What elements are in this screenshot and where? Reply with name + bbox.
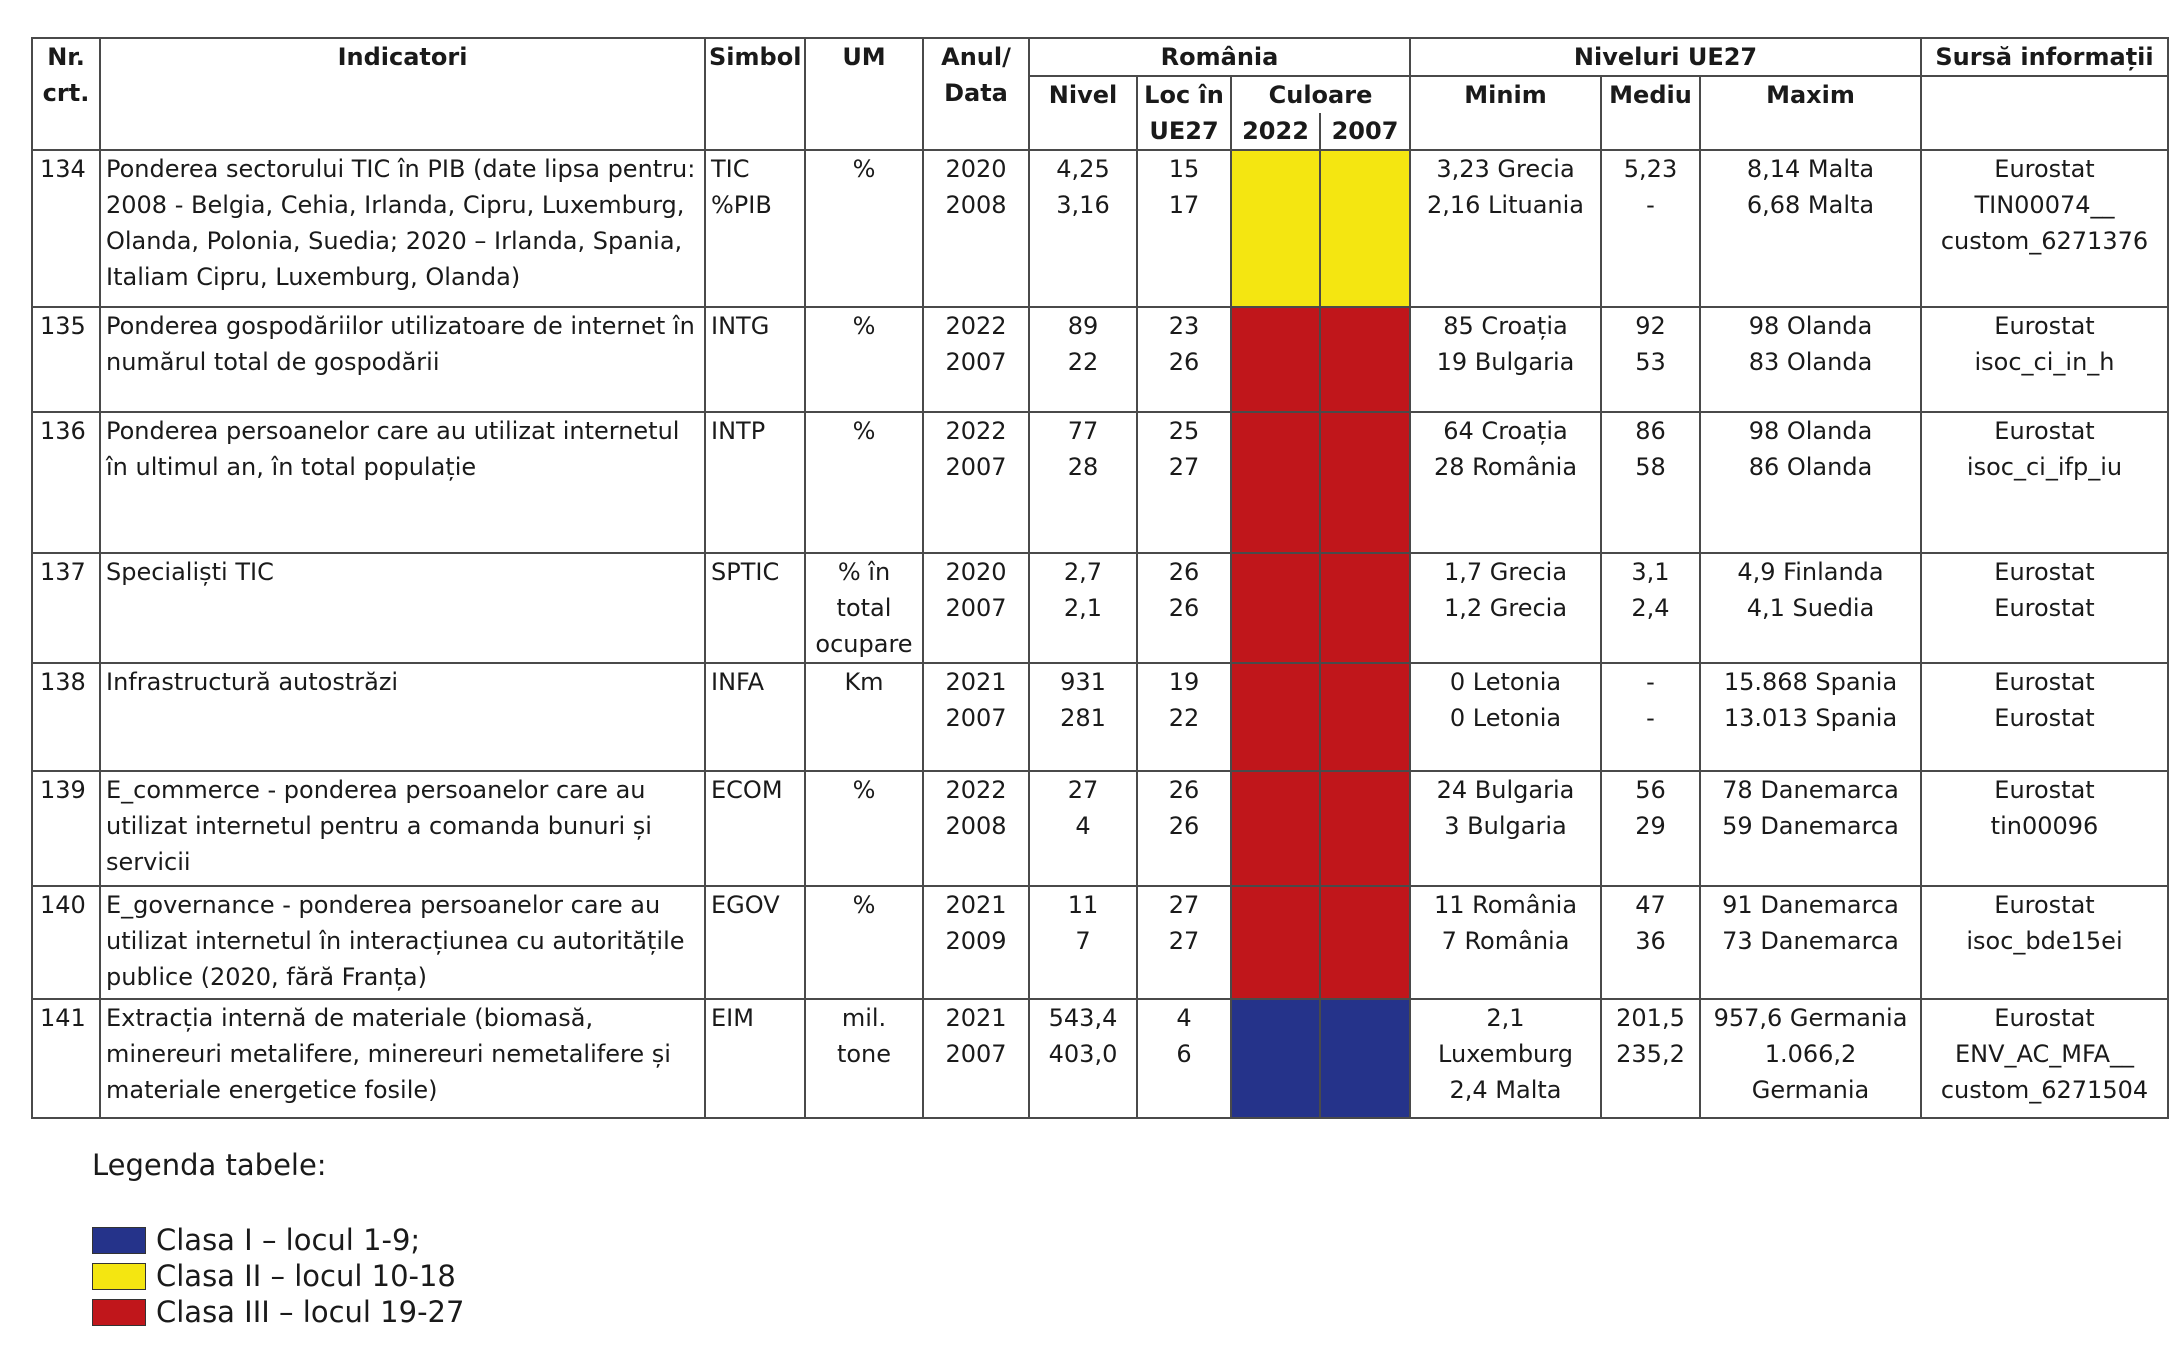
average-cell — [1601, 886, 1700, 999]
year-cell-line: 2021 — [945, 891, 1007, 919]
color-class-cell — [1231, 886, 1320, 999]
rank-cell-line: 27 — [1168, 453, 1200, 481]
table-row — [32, 886, 2168, 999]
average-cell-line: - — [1646, 668, 1655, 696]
header-loc: Loc în UE27 — [1137, 76, 1231, 150]
level-cell-line: 22 — [1067, 348, 1099, 376]
average-cell-line: 92 — [1635, 312, 1666, 340]
level-cell-line: 403,0 — [1048, 1040, 1118, 1068]
source-cell-line: Eurostat — [1994, 1004, 2095, 1032]
year-cell-line: 2022 — [945, 776, 1007, 804]
symbol-cell-line: %PIB — [711, 191, 772, 219]
minimum-cell — [1410, 412, 1601, 553]
level-cell — [1029, 553, 1137, 663]
symbol-cell-line: INTP — [711, 417, 766, 445]
unit-cell — [805, 886, 923, 999]
source-cell — [1921, 150, 2168, 307]
indicator-name: Infrastructură autostrăzi — [100, 663, 705, 771]
year-cell-line: 2007 — [945, 453, 1007, 481]
unit-cell-line: mil. tone — [836, 1004, 892, 1068]
year-cell-line: 2022 — [945, 417, 1007, 445]
level-cell-line: 7 — [1075, 927, 1091, 955]
table-row — [32, 771, 2168, 886]
unit-cell-line: % — [852, 776, 876, 804]
unit-cell-line: % în — [837, 558, 891, 586]
row-number: 140 — [32, 886, 100, 999]
minimum-cell-line: 1,2 Grecia — [1443, 594, 1568, 622]
source-cell — [1921, 553, 2168, 663]
color-class-cell — [1320, 553, 1410, 663]
unit-cell — [805, 307, 923, 412]
row-number: 135 — [32, 307, 100, 412]
rank-cell-line: 26 — [1168, 348, 1200, 376]
year-cell — [923, 886, 1029, 999]
source-cell — [1921, 412, 2168, 553]
legend-swatch-class-iii — [92, 1299, 146, 1326]
minimum-cell — [1410, 307, 1601, 412]
maximum-cell-line: 4,1 Suedia — [1746, 594, 1875, 622]
source-cell — [1921, 307, 2168, 412]
rank-cell-line: 22 — [1168, 704, 1200, 732]
average-cell-line: 58 — [1635, 453, 1666, 481]
average-cell-line: 53 — [1635, 348, 1666, 376]
rank-cell-line: 27 — [1168, 927, 1200, 955]
unit-cell-line: total — [836, 594, 892, 622]
level-cell — [1029, 150, 1137, 307]
unit-cell — [805, 771, 923, 886]
color-class-cell — [1231, 553, 1320, 663]
header-um: UM — [805, 38, 923, 150]
average-cell-line: 47 — [1635, 891, 1666, 919]
minimum-cell — [1410, 553, 1601, 663]
level-cell-line: 89 — [1067, 312, 1099, 340]
level-cell — [1029, 999, 1137, 1118]
minimum-cell-line: 3 Bulgaria — [1444, 812, 1567, 840]
maximum-cell-line: 83 Olanda — [1748, 348, 1873, 376]
rank-cell-line: 4 — [1176, 1004, 1192, 1032]
maximum-cell — [1700, 999, 1921, 1118]
rank-cell — [1137, 771, 1231, 886]
year-cell-line: 2007 — [945, 594, 1007, 622]
level-cell — [1029, 663, 1137, 771]
maximum-cell-line: 4,9 Finlanda — [1737, 558, 1884, 586]
year-cell — [923, 663, 1029, 771]
source-cell-line: isoc_ci_ifp_iu — [1966, 453, 2123, 481]
source-cell-line: tin00096 — [1990, 812, 2099, 840]
header-nivel: Nivel — [1029, 76, 1137, 150]
table-row — [32, 412, 2168, 553]
header-indicatori: Indicatori — [100, 38, 705, 150]
table-row — [32, 999, 2168, 1118]
source-cell-line: Eurostat — [1994, 558, 2095, 586]
header-sursa: Sursă informații — [1921, 38, 2168, 76]
header-simbol: Simbol — [705, 38, 805, 150]
level-cell-line: 27 — [1067, 776, 1099, 804]
rank-cell — [1137, 307, 1231, 412]
average-cell — [1601, 412, 1700, 553]
table-body — [32, 150, 2168, 1118]
year-cell-line: 2007 — [945, 348, 1007, 376]
source-cell-line: custom_6271376 — [1940, 227, 2149, 255]
average-cell-line: 86 — [1635, 417, 1666, 445]
minimum-cell-line: 28 România — [1433, 453, 1578, 481]
symbol-cell-line: EIM — [711, 1004, 754, 1032]
minimum-cell-line: 0 Letonia — [1449, 668, 1562, 696]
year-cell-line: 2021 — [945, 1004, 1007, 1032]
rank-cell-line: 26 — [1168, 558, 1200, 586]
average-cell — [1601, 307, 1700, 412]
minimum-cell-line: 3,23 Grecia — [1436, 155, 1575, 183]
maximum-cell — [1700, 771, 1921, 886]
maximum-cell — [1700, 307, 1921, 412]
row-number: 134 — [32, 150, 100, 307]
color-class-cell — [1320, 771, 1410, 886]
level-cell — [1029, 886, 1137, 999]
indicator-name: Ponderea persoanelor care au utilizat internetul în ultimul an, în total populație — [100, 412, 705, 553]
indicator-name: E_commerce - ponderea persoanelor care au utilizat internetul pentru a comanda bunuri și servicii — [100, 771, 705, 886]
symbol-cell — [705, 553, 805, 663]
header-romania: România — [1029, 38, 1410, 76]
symbol-cell — [705, 771, 805, 886]
minimum-cell — [1410, 663, 1601, 771]
source-cell-line: Eurostat — [1994, 704, 2095, 732]
header-sursa-empty — [1921, 76, 2168, 150]
source-cell-line: Eurostat — [1994, 594, 2095, 622]
symbol-cell-line: INTG — [711, 312, 770, 340]
table-row — [32, 150, 2168, 307]
rank-cell-line: 27 — [1168, 891, 1200, 919]
maximum-cell-line: 78 Danemarca — [1722, 776, 1899, 804]
year-cell — [923, 307, 1029, 412]
color-class-cell — [1320, 150, 1410, 307]
unit-cell — [805, 663, 923, 771]
minimum-cell-line: 2,4 Malta — [1449, 1076, 1562, 1104]
symbol-cell-line: SPTIC — [711, 558, 780, 586]
legend-swatch-class-ii — [92, 1263, 146, 1290]
minimum-cell-line: 19 Bulgaria — [1436, 348, 1575, 376]
level-cell-line: 4,25 — [1056, 155, 1110, 183]
symbol-cell — [705, 307, 805, 412]
average-cell-line: 36 — [1635, 927, 1666, 955]
color-class-cell — [1320, 999, 1410, 1118]
maximum-cell-line: 98 Olanda — [1748, 312, 1873, 340]
source-cell-line: ENV_AC_MFA__ — [1954, 1040, 2134, 1068]
rank-cell — [1137, 886, 1231, 999]
legend-swatch-class-i — [92, 1227, 146, 1254]
year-cell — [923, 999, 1029, 1118]
maximum-cell — [1700, 412, 1921, 553]
year-cell — [923, 771, 1029, 886]
level-cell — [1029, 307, 1137, 412]
year-cell — [923, 412, 1029, 553]
table-row — [32, 307, 2168, 412]
year-cell-line: 2007 — [945, 704, 1007, 732]
indicator-name: E_governance - ponderea persoanelor care au utilizat internetul în interacțiunea cu autoritățile publice (2020, fără Franța) — [100, 886, 705, 999]
rank-cell-line: 19 — [1168, 668, 1200, 696]
unit-cell — [805, 553, 923, 663]
level-cell-line: 4 — [1075, 812, 1091, 840]
unit-cell-line: % — [852, 312, 876, 340]
average-cell-line: 5,23 — [1623, 155, 1678, 183]
indicator-name: Ponderea sectorului TIC în PIB (date lipsa pentru: 2008 - Belgia, Cehia, Irlanda, Cipru, Luxemburg, Olanda, Polonia, Suedia; 2020 – Irlanda, Spania, Italiam Cipru, Luxemburg, Olanda) — [100, 150, 705, 307]
source-cell-line: isoc_ci_in_h — [1974, 348, 2115, 376]
symbol-cell — [705, 412, 805, 553]
year-cell — [923, 553, 1029, 663]
rank-cell-line: 25 — [1168, 417, 1200, 445]
year-cell-line: 2007 — [945, 1040, 1007, 1068]
rank-cell — [1137, 999, 1231, 1118]
symbol-cell-line: ECOM — [711, 776, 783, 804]
rank-cell-line: 6 — [1176, 1040, 1192, 1068]
average-cell — [1601, 663, 1700, 771]
unit-cell — [805, 150, 923, 307]
color-class-cell — [1320, 663, 1410, 771]
symbol-cell-line: EGOV — [711, 891, 780, 919]
maximum-cell — [1700, 150, 1921, 307]
minimum-cell-line: 64 Croația — [1443, 417, 1568, 445]
symbol-cell — [705, 999, 805, 1118]
maximum-cell-line: 86 Olanda — [1748, 453, 1873, 481]
minimum-cell — [1410, 999, 1601, 1118]
level-cell-line: 3,16 — [1056, 191, 1110, 219]
rank-cell — [1137, 663, 1231, 771]
level-cell-line: 931 — [1060, 668, 1106, 696]
year-cell-line: 2020 — [945, 558, 1007, 586]
header-niveluri: Niveluri UE27 — [1410, 38, 1921, 76]
rank-cell-line: 15 — [1168, 155, 1200, 183]
level-cell — [1029, 412, 1137, 553]
year-cell-line: 2009 — [945, 927, 1007, 955]
source-cell-line: TIN00074__ — [1974, 191, 2115, 219]
year-cell — [923, 150, 1029, 307]
level-cell-line: 2,7 — [1063, 558, 1103, 586]
legend-item-class-iii — [92, 1294, 464, 1330]
source-cell-line: Eurostat — [1994, 312, 2095, 340]
header-year-2007: 2007 — [1320, 113, 1410, 150]
header-year-2022: 2022 — [1231, 113, 1320, 150]
level-cell-line: 11 — [1067, 891, 1099, 919]
rank-cell-line: 17 — [1168, 191, 1200, 219]
minimum-cell — [1410, 886, 1601, 999]
symbol-cell — [705, 886, 805, 999]
source-cell-line: Eurostat — [1994, 155, 2095, 183]
table-header — [32, 38, 2168, 150]
color-class-cell — [1231, 771, 1320, 886]
level-cell-line: 77 — [1067, 417, 1099, 445]
header-mediu: Mediu — [1601, 76, 1700, 150]
minimum-cell — [1410, 771, 1601, 886]
rank-cell-line: 26 — [1168, 812, 1200, 840]
legend-label-class-i: Clasa I – locul 1-9; — [156, 1223, 421, 1257]
source-cell-line: custom_6271504 — [1940, 1076, 2149, 1104]
rank-cell — [1137, 553, 1231, 663]
source-cell — [1921, 771, 2168, 886]
minimum-cell-line: 2,16 Lituania — [1426, 191, 1585, 219]
row-number: 139 — [32, 771, 100, 886]
color-class-cell — [1231, 150, 1320, 307]
symbol-cell-line: INFA — [711, 668, 765, 696]
unit-cell-line: ocupare — [815, 630, 913, 658]
legend-label-class-iii: Clasa III – locul 19-27 — [156, 1295, 465, 1329]
average-cell-line: 56 — [1635, 776, 1666, 804]
rank-cell-line: 26 — [1168, 594, 1200, 622]
maximum-cell — [1700, 886, 1921, 999]
source-cell-line: Eurostat — [1994, 891, 2095, 919]
source-cell — [1921, 663, 2168, 771]
color-class-cell — [1231, 999, 1320, 1118]
rank-cell — [1137, 412, 1231, 553]
average-cell — [1601, 999, 1700, 1118]
legend-item-class-ii — [92, 1258, 464, 1294]
maximum-cell-line: 59 Danemarca — [1722, 812, 1899, 840]
rank-cell — [1137, 150, 1231, 307]
source-cell-line: Eurostat — [1994, 668, 2095, 696]
row-number: 136 — [32, 412, 100, 553]
average-cell — [1601, 553, 1700, 663]
header-an: Anul/ Data — [923, 38, 1029, 150]
year-cell-line: 2008 — [945, 191, 1007, 219]
average-cell-line: - — [1646, 191, 1655, 219]
color-class-cell — [1320, 886, 1410, 999]
color-class-cell — [1231, 307, 1320, 412]
year-cell-line: 2008 — [945, 812, 1007, 840]
unit-cell-line: Km — [844, 668, 884, 696]
minimum-cell — [1410, 150, 1601, 307]
level-cell-line: 28 — [1067, 453, 1099, 481]
maximum-cell — [1700, 553, 1921, 663]
unit-cell-line: % — [852, 417, 876, 445]
color-class-cell — [1231, 412, 1320, 553]
minimum-cell-line: 2,1 Luxemburg — [1438, 1004, 1573, 1068]
source-cell — [1921, 999, 2168, 1118]
maximum-cell-line: 73 Danemarca — [1722, 927, 1899, 955]
unit-cell — [805, 999, 923, 1118]
minimum-cell-line: 7 România — [1441, 927, 1570, 955]
unit-cell-line: % — [852, 155, 876, 183]
maximum-cell-line: 98 Olanda — [1748, 417, 1873, 445]
source-cell-line: isoc_bde15ei — [1966, 927, 2123, 955]
legend — [92, 1148, 464, 1330]
minimum-cell-line: 0 Letonia — [1449, 704, 1562, 732]
unit-cell — [805, 412, 923, 553]
average-cell — [1601, 150, 1700, 307]
maximum-cell-line: 957,6 Germania — [1713, 1004, 1908, 1032]
symbol-cell — [705, 663, 805, 771]
symbol-cell — [705, 150, 805, 307]
indicator-name: Specialiști TIC — [100, 553, 705, 663]
average-cell-line: 235,2 — [1616, 1040, 1685, 1068]
average-cell-line: 201,5 — [1616, 1004, 1685, 1032]
maximum-cell-line: 8,14 Malta — [1746, 155, 1875, 183]
indicators-table — [31, 37, 2169, 1119]
maximum-cell-line: 13.013 Spania — [1723, 704, 1898, 732]
indicator-name: Extracția internă de materiale (biomasă, minereuri metalifere, minereuri nemetalifere și materiale energetice fosile) — [100, 999, 705, 1118]
minimum-cell-line: 11 România — [1433, 891, 1578, 919]
maximum-cell — [1700, 663, 1921, 771]
source-cell-line: Eurostat — [1994, 417, 2095, 445]
header-minim: Minim — [1410, 76, 1601, 150]
year-cell-line: 2021 — [945, 668, 1007, 696]
average-cell — [1601, 771, 1700, 886]
minimum-cell-line: 1,7 Grecia — [1443, 558, 1568, 586]
average-cell-line: - — [1646, 704, 1655, 732]
average-cell-line: 2,4 — [1631, 594, 1670, 622]
minimum-cell-line: 85 Croația — [1443, 312, 1568, 340]
header-maxim: Maxim — [1700, 76, 1921, 150]
color-class-cell — [1231, 663, 1320, 771]
rank-cell-line: 26 — [1168, 776, 1200, 804]
level-cell — [1029, 771, 1137, 886]
source-cell-line: Eurostat — [1994, 776, 2095, 804]
source-cell — [1921, 886, 2168, 999]
minimum-cell-line: 24 Bulgaria — [1436, 776, 1575, 804]
legend-title: Legenda tabele: — [92, 1148, 327, 1182]
maximum-cell-line: 1.066,2 Germania — [1751, 1040, 1870, 1104]
row-number: 141 — [32, 999, 100, 1118]
table-row — [32, 553, 2168, 663]
level-cell-line: 281 — [1060, 704, 1106, 732]
rank-cell-line: 23 — [1168, 312, 1200, 340]
symbol-cell-line: TIC — [711, 155, 750, 183]
color-class-cell — [1320, 412, 1410, 553]
row-number: 137 — [32, 553, 100, 663]
maximum-cell-line: 91 Danemarca — [1722, 891, 1899, 919]
year-cell-line: 2020 — [945, 155, 1007, 183]
maximum-cell-line: 15.868 Spania — [1723, 668, 1898, 696]
color-class-cell — [1320, 307, 1410, 412]
row-number: 138 — [32, 663, 100, 771]
header-nr: Nr. crt. — [32, 38, 100, 150]
maximum-cell-line: 6,68 Malta — [1746, 191, 1875, 219]
year-cell-line: 2022 — [945, 312, 1007, 340]
level-cell-line: 2,1 — [1063, 594, 1103, 622]
average-cell-line: 3,1 — [1631, 558, 1670, 586]
legend-item-class-i — [92, 1222, 464, 1258]
unit-cell-line: % — [852, 891, 876, 919]
indicator-name: Ponderea gospodăriilor utilizatoare de internet în numărul total de gospodării — [100, 307, 705, 412]
header-culoare: Culoare — [1231, 76, 1410, 113]
level-cell-line: 543,4 — [1048, 1004, 1118, 1032]
average-cell-line: 29 — [1635, 812, 1666, 840]
table-row — [32, 663, 2168, 771]
legend-label-class-ii: Clasa II – locul 10-18 — [156, 1259, 456, 1293]
